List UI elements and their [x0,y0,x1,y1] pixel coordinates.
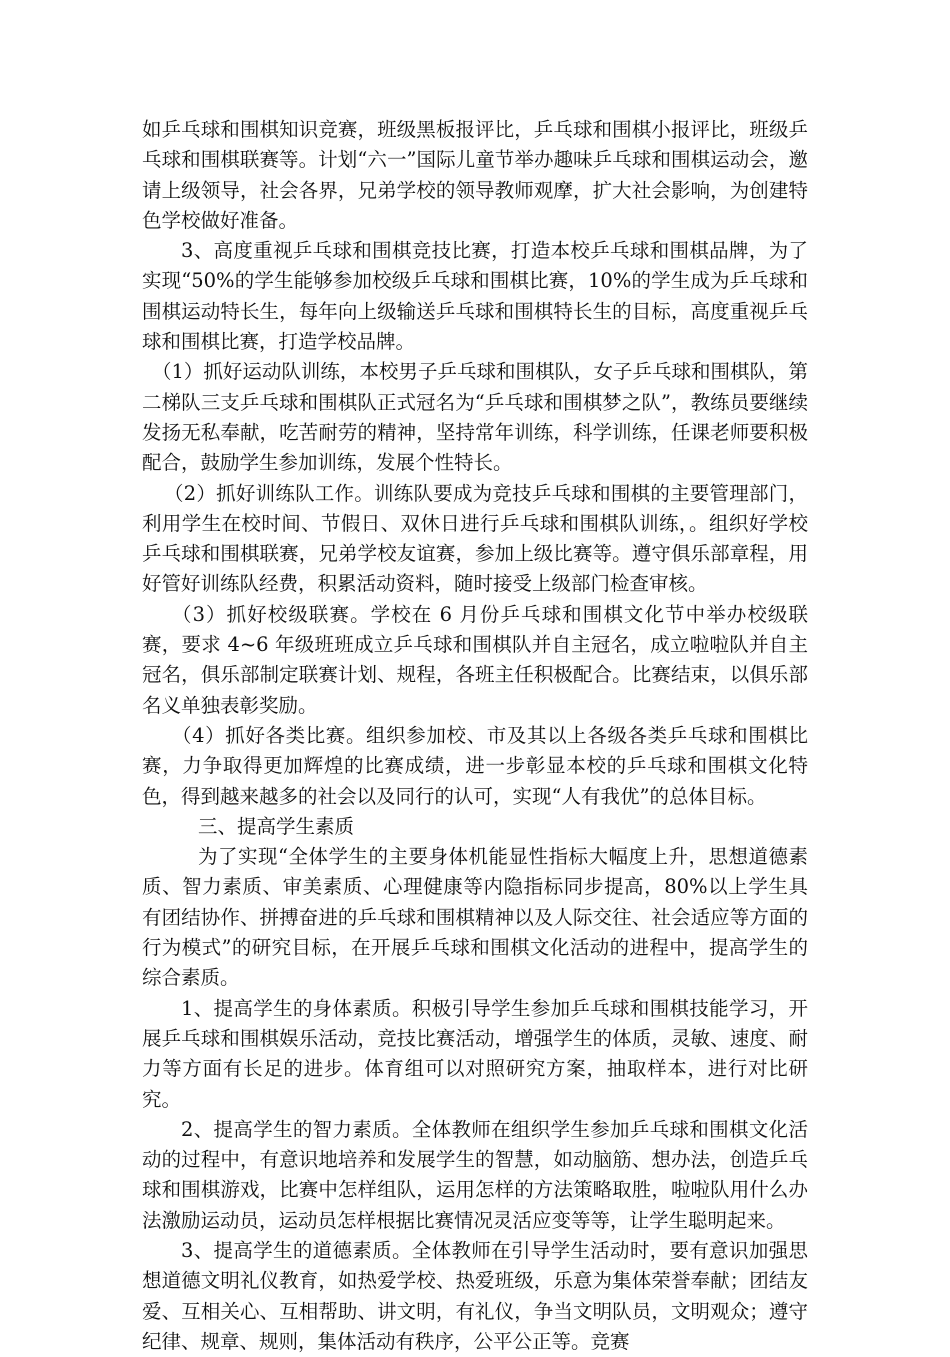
document-body [142,115,808,1357]
paragraph-intellectual-quality: 2、提高学生的智力素质。全体教师在组织学生参加乒乓球和围棋文化活动的过程中，有意识地培养和发展学生的智慧，如动脑筋、想办法，创造乒乓球和围棋游戏，比赛中怎样组队，运用怎样的方法策略取胜，啦啦队用什么办法激励运动员，运动员怎样根据比赛情况灵活应变等等，让学生聪明起来。 [142,1117,808,1232]
paragraph-school-league: （3）抓好校级联赛。学校在 6 月份乒乓球和围棋文化节中举办校级联赛，要求 4~6 年级班班成立乒乓球和围棋队并自主冠名，成立啦啦队并自主冠名，俱乐部制定联赛计划、规程，各班主任积极配合。比赛结束，以俱乐部名义单独表彰奖励。 [142,602,808,717]
paragraph-training-squad: （2）抓好训练队工作。训练队要成为竞技乒乓球和围棋的主要管理部门，利用学生在校时间、节假日、双休日进行乒乓球和围棋队训练，。组织好学校乒乓球和围棋联赛，兄弟学校友谊赛，参加上级比赛等。遵守俱乐部章程，用好管好训练队经费，积累活动资料，随时接受上级部门检查审核。 [142,481,808,596]
paragraph-competition-emphasis: 3、高度重视乒乓球和围棋竞技比赛，打造本校乒乓球和围棋品牌，为了实现“50%的学生能够参加校级乒乓球和围棋比赛，10%的学生成为乒乓球和围棋运动特长生，每年向上级输送乒乓球和围棋特长生的目标，高度重视乒乓球和围棋比赛，打造学校品牌。 [142,239,808,354]
paragraph-activities-continued: 如乒乓球和围棋知识竞赛，班级黑板报评比，乒乓球和围棋小报评比，班级乒乓球和围棋联赛等。计划“六一”国际儿童节举办趣味乒乓球和围棋运动会，邀请上级领导，社会各界，兄弟学校的领导教师观摩，扩大社会影响，为创建特色学校做好准备。 [142,118,808,232]
paragraph-moral-quality: 3、提高学生的道德素质。全体教师在引导学生活动时，要有意识加强思想道德文明礼仪教育，如热爱学校、热爱班级，乐意为集体荣誉奉献；团结友爱、互相关心、互相帮助、讲文明，有礼仪，争当文明队员，文明观众；遵守纪律、规章、规则，集体活动有秩序，公平公正等。竞赛 [142,1238,808,1353]
paragraph-all-competitions: （4）抓好各类比赛。组织参加校、市及其以上各级各类乒乓球和围棋比赛，力争取得更加辉煌的比赛成绩，进一步彰显本校的乒乓球和围棋文化特色，得到越来越多的社会以及同行的认可，实现“人有我优”的总体目标。 [142,723,808,808]
section-heading-student-quality: 三、提高学生素质 [198,814,355,838]
paragraph-research-goal: 为了实现“全体学生的主要身体机能显性指标大幅度上升，思想道德素质、智力素质、审美素质、心理健康等内隐指标同步提高，80%以上学生具有团结协作、拼搏奋进的乒乓球和围棋精神以及人际交往、社会适应等方面的行为模式”的研究目标，在开展乒乓球和围棋文化活动的进程中，提高学生的综合素质。 [142,845,808,990]
paragraph-team-training: （1）抓好运动队训练，本校男子乒乓球和围棋队，女子乒乓球和围棋队，第二梯队三支乒乓球和围棋队正式冠名为“乒乓球和围棋梦之队”，教练员要继续发扬无私奉献，吃苦耐劳的精神，坚持常年训练，科学训练，任课老师要积极配合，鼓励学生参加训练，发展个性特长。 [142,360,808,475]
paragraph-physical-quality: 1、提高学生的身体素质。积极引导学生参加乒乓球和围棋技能学习，开展乒乓球和围棋娱乐活动，竞技比赛活动，增强学生的体质，灵敏、速度、耐力等方面有长足的进步。体育组可以对照研究方案，抽取样本，进行对比研究。 [142,996,808,1111]
